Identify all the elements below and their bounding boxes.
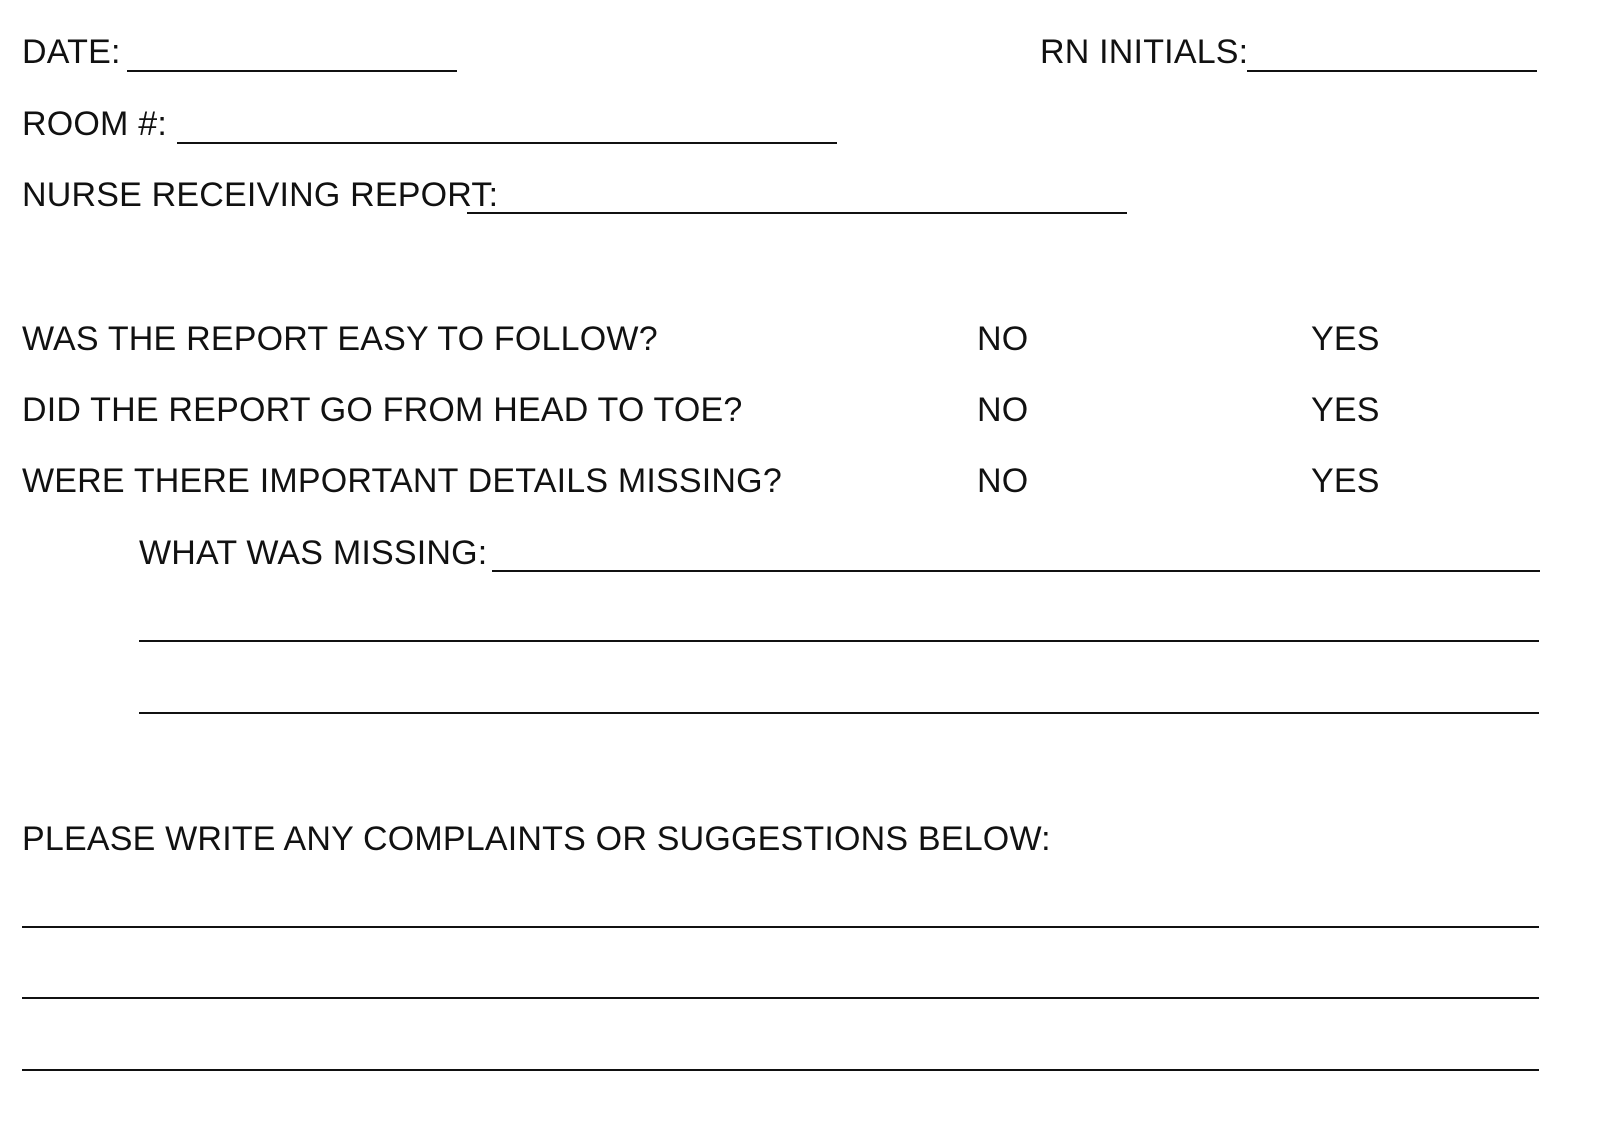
date-label: DATE:	[22, 33, 121, 71]
nurse-receiving-label: NURSE RECEIVING REPORT:	[22, 176, 499, 214]
missing-continuation-field[interactable]	[139, 674, 1539, 714]
missing-continuation-field[interactable]	[139, 602, 1539, 642]
comments-field[interactable]	[22, 959, 1539, 999]
nurse-receiving-field[interactable]	[467, 175, 1127, 215]
question-text: WAS THE REPORT EASY TO FOLLOW?	[22, 320, 658, 358]
missing-underline	[139, 712, 1539, 714]
room-label: ROOM #:	[22, 105, 167, 143]
answer-no[interactable]: NO	[977, 320, 1029, 358]
missing-underline	[139, 640, 1539, 642]
comments-underline	[22, 926, 1539, 928]
question-text: WERE THERE IMPORTANT DETAILS MISSING?	[22, 462, 782, 500]
comments-underline	[22, 997, 1539, 999]
room-field[interactable]	[177, 104, 837, 144]
rn-initials-label: RN INITIALS:	[1040, 33, 1249, 71]
answer-yes[interactable]: YES	[1311, 391, 1380, 429]
comments-underline	[22, 1069, 1539, 1071]
what-was-missing-field[interactable]	[492, 533, 1540, 573]
answer-yes[interactable]: YES	[1311, 320, 1380, 358]
answer-yes[interactable]: YES	[1311, 462, 1380, 500]
answer-no[interactable]: NO	[977, 391, 1029, 429]
answer-no[interactable]: NO	[977, 462, 1029, 500]
date-underline	[127, 70, 457, 72]
date-field[interactable]	[127, 32, 457, 72]
rn-initials-field[interactable]	[1247, 32, 1537, 72]
comments-field[interactable]	[22, 1031, 1539, 1071]
rn-initials-underline	[1247, 70, 1537, 72]
question-text: DID THE REPORT GO FROM HEAD TO TOE?	[22, 391, 743, 429]
nurse-receiving-underline	[467, 212, 1127, 214]
missing-underline	[492, 570, 1540, 572]
comments-field[interactable]	[22, 888, 1539, 928]
room-underline	[177, 142, 837, 144]
what-was-missing-label: WHAT WAS MISSING:	[139, 534, 488, 572]
complaints-suggestions-label: PLEASE WRITE ANY COMPLAINTS OR SUGGESTIONS BELOW:	[22, 820, 1051, 858]
